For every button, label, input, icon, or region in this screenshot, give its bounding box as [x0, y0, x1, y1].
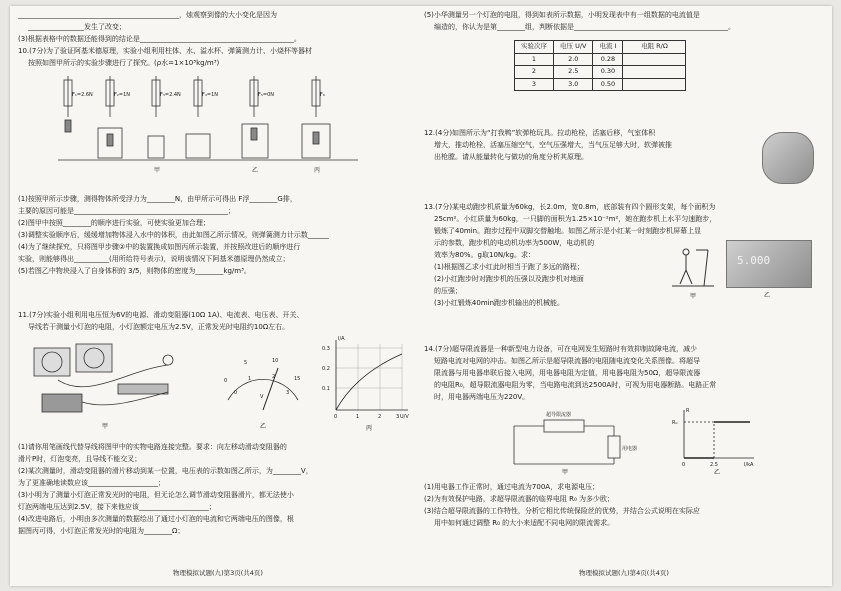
tick-label: 1 — [356, 414, 360, 420]
text-line: 按照如图甲所示的实验步骤进行了探究。(ρ水=1×10³kg/m³) — [28, 59, 220, 67]
component-label: 超导限流器 — [546, 412, 572, 418]
text-line: (2)某次测量时，滑动变阻器的滑片移动到某一位置，电压表的示数如图乙所示，为________V， — [18, 467, 313, 475]
table-cell — [623, 78, 686, 91]
text-line: (2)为有效保护电路，求超导限流器的临界电阻 R₀ 为多少欧； — [424, 495, 615, 503]
text-line: 25cm²。小红质量为60kg，一只脚的面积为1.25×10⁻²m²，她在跑步机上水平匀速跑步， — [434, 215, 717, 223]
figure-caption: 甲 — [562, 469, 569, 476]
force-label: F₄=1N — [202, 92, 218, 98]
dial-tick: 0 — [224, 378, 228, 384]
text-line: 效率为80%。g取10N/kg。求： — [434, 251, 536, 259]
table-cell: 0.30 — [593, 66, 623, 79]
figure-14-graph — [664, 406, 764, 476]
figure-10-apparatus — [58, 72, 378, 182]
screen-reading: 5.000 — [737, 254, 771, 267]
text-line: 灯泡两端电压达到2.5V，接下来他应该____________________； — [18, 503, 216, 511]
iu-graph — [316, 334, 416, 434]
question-12-title: 12.(4分)如图所示为“打我鸭”软弹枪玩具。拉动枪栓，活塞后移，气室体积 — [424, 129, 656, 137]
dial-tick: 5 — [244, 360, 248, 366]
axis-label: I/kA — [744, 462, 754, 468]
dial-tick: 1 — [248, 376, 252, 382]
text-line: 锻炼了40min。跑步过程中双脚交替触地。如图乙所示是小红某一时刻跑步机屏幕上显 — [434, 227, 702, 235]
tick-label: 0 — [334, 414, 338, 420]
table-header: 电阻 R/Ω — [623, 41, 686, 54]
page-footer: 物理模拟试题(九)第3页(共4页) — [173, 569, 263, 578]
figure-caption: 甲 — [154, 167, 161, 174]
figure-14-circuit — [504, 406, 638, 476]
component-label: 用电器 — [622, 446, 638, 452]
figure-caption: 乙 — [260, 423, 267, 430]
text-line: ________________发生了改变； — [28, 23, 126, 31]
tick-label: 0.3 — [322, 346, 330, 352]
figure-caption: 乙 — [714, 469, 721, 476]
page-3 — [18, 6, 418, 586]
figure-caption: 甲 — [690, 293, 697, 300]
force-label: F₁=2.6N — [72, 92, 93, 98]
table-row — [515, 78, 686, 91]
tick-label: 0.2 — [322, 366, 330, 372]
text-line: (1)按照甲所示步骤，测得物体所受浮力为________N，由甲所示可得出 F浮________G排， — [18, 195, 297, 203]
table-cell: 0.28 — [593, 53, 623, 66]
table-row — [515, 53, 686, 66]
dial-tick: 0 — [234, 390, 238, 396]
table-header-row — [515, 41, 686, 54]
treadmill-drawing — [668, 238, 720, 300]
page-4 — [424, 6, 824, 586]
text-line: (3)结合超导限流器的工作特性，分析它相比传统保险丝的优势，并结合公式说明在实际应 — [424, 507, 700, 515]
text-line: (3)根据表格中的数据还能得到的结论是____________________________________________。 — [18, 35, 301, 43]
table-cell — [623, 66, 686, 79]
text-line: 主要的原因可能是____________________________________________； — [18, 207, 235, 215]
toy-gun-photo — [762, 132, 814, 184]
text-line: (3)调整实验顺序后，缓缓增加物体浸入水中的体积，由此如图乙所示情况，则弹簧测力计示数______ — [18, 231, 329, 239]
text-line: (5)若图乙中物块浸入了自身体积的 3/5，则物体的密度为________kg/m³。 — [18, 267, 251, 275]
figure-caption: 乙 — [764, 292, 771, 299]
table-header: 电压 U/V — [554, 41, 593, 54]
text-line: 的压强； — [434, 287, 462, 295]
table-cell — [623, 53, 686, 66]
question-14-title: 14.(7分)超导限流器是一种新型电力设备，可在电网发生短路时有效抑制故障电流，减少 — [424, 345, 698, 353]
tick-label: 3 — [396, 414, 400, 420]
tick-label: 0.1 — [322, 386, 330, 392]
text-line: (1)根据图乙求小红此时相当于跑了多远的路程； — [434, 263, 584, 271]
text-line: 出枪膛。请从能量转化与做功的角度分析其原理。 — [434, 153, 588, 161]
dial-tick: 2 — [272, 374, 276, 380]
table-cell: 2 — [515, 66, 554, 79]
text-line: 编造的，你认为是第________组，判断依据是____________________________________________。 — [434, 23, 735, 31]
figure-11-circuit — [28, 340, 208, 432]
text-line: 为了更准确地读数应该____________________； — [18, 479, 165, 487]
figure-caption: 乙 — [252, 167, 259, 174]
table-cell: 3 — [515, 78, 554, 91]
text-line: (1)请你用笔画线代替导线将图甲中的实物电路连接完整。要求：向左移动滑动变阻器的 — [18, 443, 287, 451]
table-row — [515, 66, 686, 79]
text-line: 用中如何通过调整 R₀ 的大小来适配不同电网的限流需求。 — [434, 519, 615, 527]
force-label: F₂=1N — [114, 92, 130, 98]
force-label: F₃=2.4N — [160, 92, 181, 98]
table-cell: 1 — [515, 53, 554, 66]
dial-tick: 15 — [294, 376, 301, 382]
dial-tick: 10 — [272, 358, 279, 364]
table-cell: 2.5 — [554, 66, 593, 79]
table-header: 电流 I — [593, 41, 623, 54]
force-label: F₅=0N — [258, 92, 274, 98]
text-line: 时，用电器两端电压为220V。 — [434, 393, 530, 401]
text-line: (3)小红锻炼40min跑步机输出的机械能。 — [434, 299, 565, 307]
figure-caption: 丙 — [314, 167, 321, 174]
dial-unit: V — [260, 394, 264, 400]
text-line: 实验，则能够得出__________(用所给符号表示)，说明该情况下阿基米德原理仍然成立； — [18, 255, 290, 263]
table-header: 实验次序 — [515, 41, 554, 54]
text-line: 限流器与用电器串联后接入电网，用电器电阻为定值，用电器电阻为50Ω，超导限流器 — [434, 369, 701, 377]
table-cell: 3.0 — [554, 78, 593, 91]
text-line: (2)图甲中按照________的顺序进行实验，可使实验更加合理； — [18, 219, 210, 227]
page-footer: 物理模拟试题(九)第4页(共4页) — [579, 569, 669, 578]
text-line: 增大，推动枪栓，活塞压缩空气，空气压强增大，当气压足够大时，软弹被推 — [434, 141, 672, 149]
question-13-title: 13.(7分)某电动跑步机质量为60kg，长2.0m，宽0.8m，底部装有四个圆形支架，每个面积为 — [424, 203, 716, 211]
axis-label: R₀ — [672, 420, 678, 426]
question-10-title: 10.(7分)为了验证阿基米德原理，实验小组利用柱体、水、溢水杯、弹簧测力计、小烧杯等器材 — [18, 47, 313, 55]
question-11-title: 11.(7分)实验小组利用电压恒为6V的电源、滑动变阻器(10Ω 1A)、电流表、电压表、开关、 — [18, 311, 304, 319]
text-line: (4)改进电路后，小明由多次测量的数据绘出了通过小灯泡的电流和它两端电压的图像，根 — [18, 515, 294, 523]
tick-label: 2 — [378, 414, 382, 420]
voltmeter-dial — [218, 340, 308, 432]
text-line: (5)小华测量另一个灯泡的电阻，得到如表所示数据，小明发现表中有一组数据的电流值是 — [424, 11, 700, 19]
text-line: (2)小红跑步时对跑步机的压强以及跑步机对地面 — [434, 275, 584, 283]
dial-tick: 3 — [286, 390, 290, 396]
text-line: (4)为了继续探究，只将图甲步骤②中的装置换成如图丙所示装置，并按照改进后的顺序进行 — [18, 243, 301, 251]
text-line: 据图丙可得，小灯泡正常发光时的电阻为________Ω； — [18, 527, 185, 535]
axis-label: U/V — [400, 414, 409, 420]
figure-caption: 甲 — [102, 423, 109, 430]
text-line: ______________________________________________，烛观察到像的大小变化是因为 — [18, 11, 277, 19]
text-line: 短路电流对电网的冲击。如图乙所示是超导限流器的电阻随电流变化关系图像。将超导 — [434, 357, 700, 365]
text-line: 滑片P时，灯泡变亮，且导线不能交叉； — [18, 455, 142, 463]
text-line: (3)小明为了测量小灯泡正常发光时的电阻，但无论怎么调节滑动变阻器滑片，都无法使小 — [18, 491, 294, 499]
data-table — [514, 40, 686, 91]
force-label: F₆ — [320, 92, 325, 98]
treadmill-screen-photo — [726, 240, 812, 288]
text-line: 导线若干测量小灯泡的电阻，小灯泡额定电压为2.5V，正常发光时电阻约10Ω左右。 — [28, 323, 290, 331]
table-cell: 2.0 — [554, 53, 593, 66]
text-line: (1)用电器工作正常时，通过电流为700A，求电源电压； — [424, 483, 600, 491]
text-line: 的电阻R₀，超导限流器电阻为零，当电路电流到达2500A时，可视为用电器断路。电路正常 — [434, 381, 717, 389]
figure-caption: 丙 — [366, 425, 373, 432]
tick-label: 2.5 — [710, 462, 718, 468]
text-line: 示的参数，跑步机的电动机功率为500W，电动机的 — [434, 239, 595, 247]
tick-label: 0 — [682, 462, 686, 468]
axis-label: R — [686, 408, 690, 414]
table-cell: 0.50 — [593, 78, 623, 91]
axis-label: I/A — [338, 336, 345, 342]
exam-sheet — [10, 6, 832, 586]
